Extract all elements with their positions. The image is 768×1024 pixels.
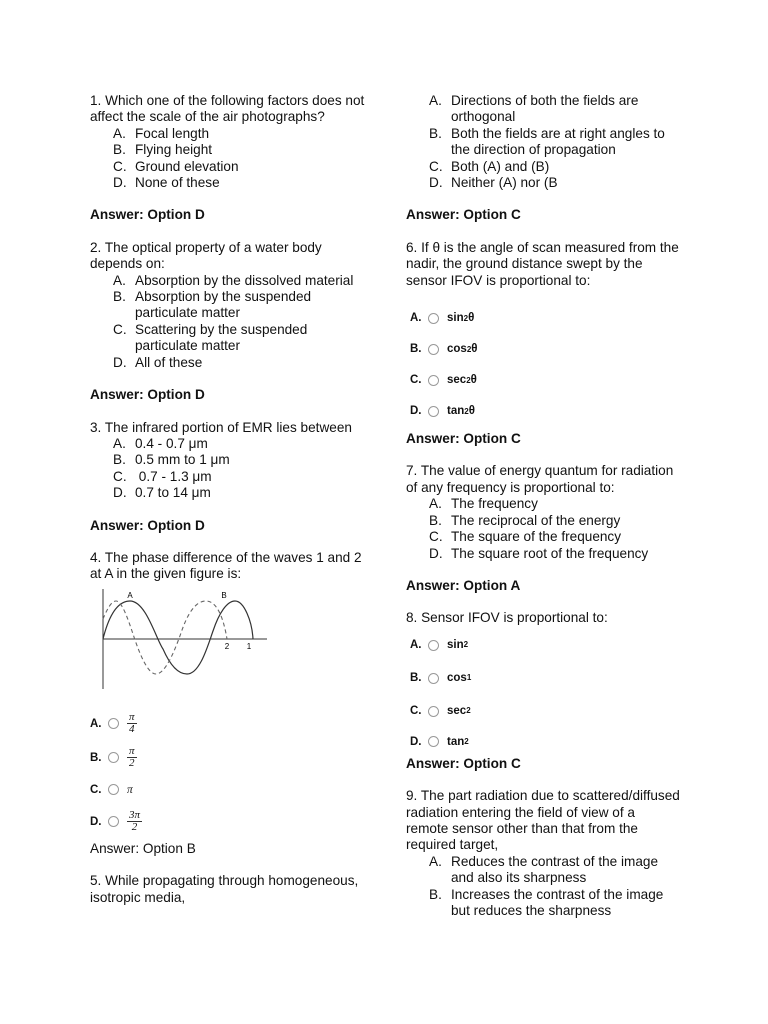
option: D. The square root of the frequency — [429, 545, 649, 561]
wave-2-dashed — [103, 601, 227, 674]
fraction: $\frac{\pi}{4}$ — [129, 711, 135, 736]
answer-3: Answer: Option D — [90, 517, 205, 533]
answer-1: Answer: Option D — [90, 207, 205, 223]
answer-8: Answer: Option C — [406, 755, 521, 771]
answer-2: Answer: Option D — [90, 387, 205, 403]
option: C. Scattering by the suspended particulate matter — [113, 321, 308, 354]
question-3-options — [90, 436, 370, 502]
wave-figure — [90, 585, 270, 693]
question-6-options — [406, 303, 681, 427]
fraction: $\frac{3\pi}{2}$ — [129, 809, 141, 834]
question-1-options — [90, 126, 370, 192]
option: A. Focal length — [113, 125, 210, 141]
wave-1-solid — [103, 601, 253, 674]
question-4: 4. The phase difference of the waves 1 and 2 at A in the given figure is: — [90, 549, 362, 582]
question-1: 1. Which one of the following factors does not affect the scale of the air photographs? — [90, 93, 365, 125]
option-d: D. tan 2 — [410, 735, 469, 748]
option-d: D. tan 2 θ — [410, 405, 475, 418]
question-7: 7. The value of energy quantum for radiation of any frequency is proportional to: — [406, 463, 674, 495]
answer-4: Answer: Option B — [90, 840, 196, 856]
option: D. Neither (A) nor (B — [429, 175, 558, 191]
option: A. Absorption by the dissolved material — [113, 272, 354, 288]
question-5: 5. While propagating through homogeneous, isotropic media, — [90, 873, 359, 905]
option: A. 0.4 - 0.7 μm — [113, 435, 208, 451]
answer-6: Answer: Option C — [406, 431, 521, 447]
option: C. Ground elevation — [113, 158, 239, 174]
radio-button[interactable] — [428, 640, 439, 651]
right-column — [406, 93, 681, 919]
radio-button[interactable] — [108, 752, 119, 763]
option: A. Reduces the contrast of the image and also its sharpness — [429, 853, 659, 886]
option-c: C. π — [90, 783, 133, 796]
radio-button[interactable] — [108, 718, 119, 729]
label-a: A — [127, 590, 133, 600]
radio-button[interactable] — [428, 375, 439, 386]
question-5-options — [406, 93, 681, 191]
option: D. None of these — [113, 175, 220, 191]
option: B. The reciprocal of the energy — [429, 512, 621, 528]
option: D. 0.7 to 14 μm — [113, 485, 211, 501]
option: D. All of these — [113, 354, 203, 370]
radio-button[interactable] — [108, 816, 119, 827]
option-a: A. sin 2 θ — [410, 312, 475, 325]
question-4-options — [90, 707, 370, 839]
option-b: B. cos 2 θ — [410, 343, 478, 356]
radio-button[interactable] — [428, 313, 439, 324]
option-a: A. sin 2 — [410, 639, 469, 652]
label-wave-2: 2 — [224, 641, 230, 651]
radio-button[interactable] — [428, 736, 439, 747]
question-2: 2. The optical property of a water body depends on: — [90, 239, 322, 272]
question-7-options — [406, 496, 681, 562]
question-2-options — [90, 273, 370, 371]
option-d: D. $\frac{3\pi}{2}$ — [90, 809, 141, 834]
option: B. Absorption by the suspended particulate matter — [113, 289, 312, 321]
radio-button[interactable] — [428, 673, 439, 684]
option-a: A. $\frac{\pi}{4}$ — [90, 711, 135, 736]
option: A. The frequency — [429, 496, 538, 512]
option-b: B. $\frac{\pi}{2}$ — [90, 745, 135, 770]
fraction: $\frac{\pi}{2}$ — [129, 745, 135, 770]
option-b: B. cos 1 — [410, 672, 472, 685]
option: C. The square of the frequency — [429, 529, 622, 545]
label-wave-1: 1 — [246, 641, 252, 651]
option: B. 0.5 mm to 1 μm — [113, 452, 230, 468]
left-column — [90, 93, 370, 906]
option: A. Directions of both the fields are orthogonal — [429, 93, 639, 125]
radio-button[interactable] — [428, 344, 439, 355]
answer-5: Answer: Option C — [406, 207, 521, 223]
option: B. Both the fields are at right angles to the direction of propagation — [429, 125, 665, 158]
answer-7: Answer: Option A — [406, 577, 521, 593]
question-9-options — [406, 854, 681, 920]
question-9: 9. The part radiation due to scattered/diffused radiation entering the field of view of a remote sensor other than that from the required target, — [406, 788, 680, 853]
question-8-options — [406, 629, 681, 756]
option-c: C. sec 2 θ — [410, 374, 477, 387]
option: B. Increases the contrast of the image but reduces the sharpness — [429, 886, 664, 918]
question-6: 6. If θ is the angle of scan measured from the nadir, the ground distance swept by the sensor IFOV is proportional to: — [406, 239, 679, 288]
question-8: 8. Sensor IFOV is proportional to: — [406, 610, 608, 626]
label-b: B — [221, 590, 227, 600]
question-3: 3. The infrared portion of EMR lies between — [90, 419, 352, 435]
radio-button[interactable] — [428, 706, 439, 717]
option-c: C. sec 2 — [410, 705, 471, 718]
option: B. Flying height — [113, 142, 213, 158]
radio-button[interactable] — [428, 406, 439, 417]
option: C. 0.7 - 1.3 μm — [113, 468, 212, 484]
option: C. Both (A) and (B) — [429, 158, 550, 174]
radio-button[interactable] — [108, 784, 119, 795]
